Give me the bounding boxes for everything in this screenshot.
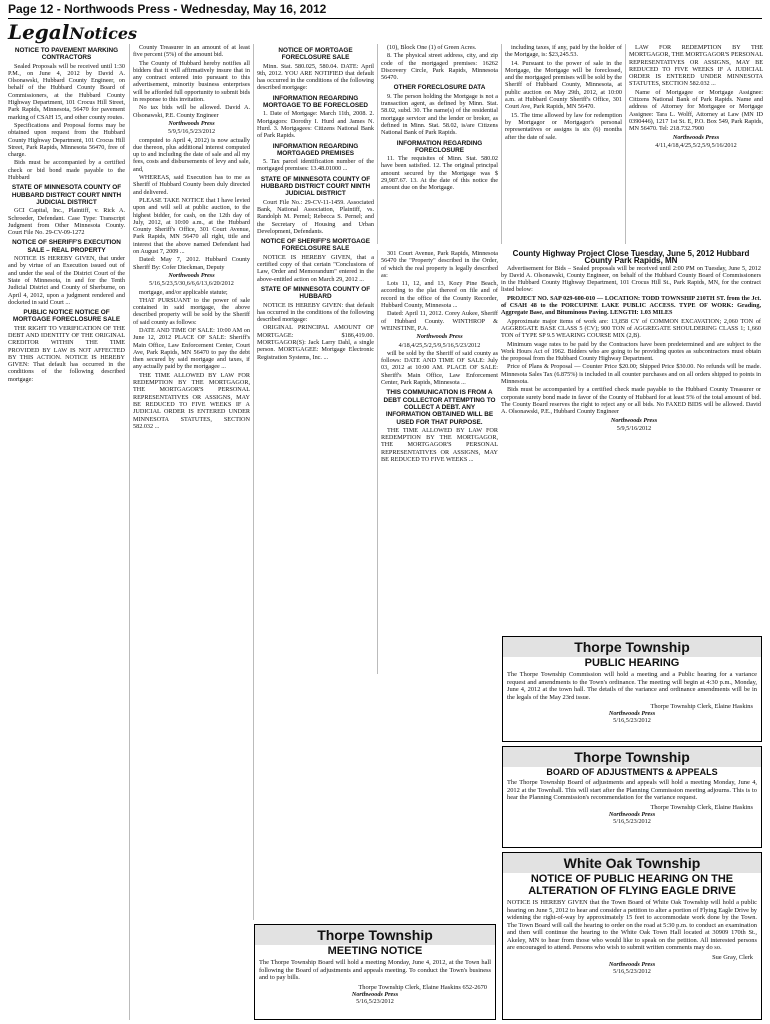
notice-paragraph: 9. The person holding the Mortgage is not a transaction agent, as defined by Minn. Stat. 58.02, subd. 30. The name(s) of the residential mortgage servicer and the lender or broker, as defined in Minn. Stat. 58.02, is/are Citizens National Bank of Park Rapids.	[381, 92, 498, 137]
notice-paragraph: 8. The physical street address, city, and zip code of the mortgaged premises: 16262 Discovery Circle, Park Rapids, Minnesota 56470.	[381, 52, 498, 82]
publication-credit: Northwoods Press	[610, 416, 658, 424]
publication-dates: 5/16,5/23/2012	[613, 967, 651, 975]
notice-paragraph: Bids must be accompanied by a certified check made payable to the Hubbard County Treasurer or corporate surety bond made in favor of the County of Hubbard for at least 5% of the total amount of bid. The County Board reserves the right to reject any or all bids. No FAXED BIDS will be allowed. David A. Olsonawski, P.E., Hubbard County Engineer	[501, 386, 761, 416]
publication-credit: Northwoods Press	[672, 133, 720, 141]
notice-box-meeting-notice	[254, 924, 496, 1020]
notice-paragraph: THE RIGHT TO VERIFICATION OF THE DEBT AND IDENTITY OF THE ORIGINAL CREDITOR WITHIN THE TIME PROVIDED BY LAW IS NOT AFFECTED BY THIS ACTION. NOTICE IS HEREBY GIVEN: That default has occurred in the conditions of the following described mortgage:	[8, 324, 125, 383]
publication-credit: Northwoods Press	[351, 990, 399, 998]
notice-paragraph: 14. Pursuant to the power of sale in the Mortgage, the Mortgage will be foreclosed, and the mortgaged premises will be sold by the Sheriff of Hubbard County, Minnesota, at public auction on May 29th, 2012, at 10:00 a.m. at Hubbard County Sheriff's Office, 301 Court Ave, Park Rapids, MN 56470.	[505, 59, 622, 111]
banner-notices: Notices	[69, 24, 138, 43]
notice-paragraph: Minimum wage rates to be paid by the Contractors have been predetermined and are subject to the Work Hours Act of 1962. Bidders who are going to be providing quotes as subcontractors must obtain the proposal from the Hubbard County Highway Department.	[501, 340, 761, 363]
box-body: The Thorpe Township Commission will hold a meeting and a Public hearing for a variance request and amendments to the Town's ordinance. The meeting will begin at 4:30 p.m., Monday, June 4, 2012 at the town hall. The details of the variance and ordinance amendments will be in the legals of the May 23rd issue.	[507, 671, 757, 701]
publication-dates: 5/9,5/16/2012	[616, 424, 652, 432]
notice-paragraph: THAT PURSUANT to the power of sale contained in said mortgage, the above described property will be sold by the Sheriff of said county as follows:	[133, 296, 250, 326]
box-body: The Thorpe Township Board of adjustments and appeals will hold a meeting Monday, June 4, 2012 at the Townhall. This will start after the Planning Commission meeting adjourns. This is to hear the Planning Commission's recommendation for the variance request.	[507, 779, 757, 801]
publication-dates: 5/9,5/16,5/23/2012	[167, 128, 216, 136]
notice-paragraph: Name of Mortgagee or Mortgage Assignee: Citizens National Bank of Park Rapids. Name and address of Attorney for Mortgagee or Mortgage Assignee: Tara L. Wolff, Attorney at Law (MN ID 0390446), 1217 1st St. E, P.O. Box 549, Park Rapids, MN 56470. Tel: 218.732.7900	[629, 88, 763, 133]
box-subtitle: NOTICE OF PUBLIC HEARING ON THE ALTERATION OF FLYING EAGLE DRIVE	[528, 873, 736, 897]
publication-dates: 5/16,5/23,5/30,6/6,6/13,6/20/2012	[149, 280, 234, 288]
column-2	[129, 44, 250, 1020]
notice-paragraph: (10), Block One (1) of Green Acres.	[387, 44, 477, 51]
column-6	[625, 44, 763, 244]
notice-paragraph: THE TIME ALLOWED BY LAW FOR REDEMPTION BY THE MORTGAGOR, THE MORTGAGOR'S PERSONAL REPRESENTATIVES OR ASSIGNS, MAY BE REDUCED TO FIVE WEEKS ...	[381, 426, 498, 464]
notice-paragraph: WHEREAS, said Execution has to me as Sheriff of Hubbard County been duly directed and delivered.	[133, 174, 250, 196]
box-title: Thorpe Township	[503, 637, 761, 657]
page-header	[8, 2, 762, 19]
notice-title: OTHER FORECLOSURE DATA	[393, 84, 486, 92]
publication-credit: Northwoods Press	[608, 710, 656, 717]
column-4-bottom	[377, 250, 498, 674]
notice-title: County Highway Project Close Tuesday, June 5, 2012 Hubbard County Park Rapids, MN	[512, 250, 750, 266]
notice-title: NOTICE OF SHERIFF'S MORTGAGE FORECLOSURE SALE	[260, 238, 371, 253]
notice-paragraph: mortgage, and/or applicable statute;	[139, 288, 228, 296]
notice-paragraph: DATE AND TIME OF SALE: 10:00 AM on June 12, 2012 PLACE OF SALE: Sheriff's Main Office, Law Enforcement Center, Court Ave, Park Rapids, MN 56470 to pay the debt then secured by said mortgage and taxes, if any actually paid by the mortgagee ...	[133, 326, 250, 371]
box-signature: Thorpe Township Clerk, Elaine Haskins	[650, 803, 753, 811]
banner-legal: Legal	[8, 20, 70, 44]
notice-paragraph: The County of Hubbard hereby notifies all bidders that it will affirmatively insure that in any contract entered into pursuant to this advertisement, minority business enterprises will be afforded full opportunity to submit bids in response to this invitation.	[133, 59, 250, 104]
box-signature: Sue Gray, Clerk	[712, 953, 753, 961]
notice-box-public-hearing	[502, 636, 762, 742]
publication-credit: Northwoods Press	[168, 271, 215, 279]
notice-title: INFORMATION REGARDING MORTGAGE TO BE FORECLOSED	[263, 94, 368, 110]
highway-project-notice	[501, 250, 761, 674]
column-1	[8, 44, 125, 1020]
publication-dates: 4/11,4/18,4/25,5/2,5/9,5/16/2012	[655, 141, 737, 149]
notice-title: THIS COMMUNICATION IS FROM A DEBT COLLECTOR ATTEMPTING TO COLLECT A DEBT. ANY INFORMATION OBTAINED WILL BE USED FOR THAT PURPOSE.	[383, 389, 496, 426]
notice-paragraph: Court File No.: 29-CV-11-1459. Associated Bank, National Association, Plaintiff, vs. Randolph M. Pernel; Rebecca S. Pernel; and the Secretary of Housing and Urban Development, Defendants.	[257, 198, 374, 235]
box-signature: Thorpe Township Clerk, Elaine Haskins 652-2670	[358, 983, 487, 991]
notice-paragraph: Lots 11, 12, and 13, Kozy Pine Beach, according to the plat thereof on file and of record in the office of the County Recorder, Hubbard County, Minnesota ...	[381, 280, 498, 310]
notice-title: STATE OF MINNESOTA COUNTY OF HUBBARD DISTRICT COURT NINTH JUDICIAL DISTRICT	[260, 175, 371, 198]
box-title: Thorpe Township	[503, 747, 761, 767]
column-3	[253, 44, 374, 920]
box-subtitle: PUBLIC HEARING	[584, 657, 680, 669]
notice-paragraph: Dated: April 11, 2012. Corey Aukee, Sheriff of Hubbard County. WINTHROP & WEINSTINE, P.A.	[381, 310, 498, 332]
notice-paragraph: Specifications and Proposal forms may be obtained upon request from the Hubbard County Highway Department, 101 Crocus Hill Street, Park Rapids, Minnesota 56470, free of charge.	[8, 121, 125, 159]
box-body: NOTICE IS HEREBY GIVEN that the Town Board of White Oak Township will hold a public hearing on June 5, 2012 to hear and consider a petition to alter a portion of Flying Eagle Drive by widening the right-of-way by approximately 15 feet to accommodate work done by the Town. The Town Board will call the hearing to order on the road at 5:30 p.m. to conduct an examination and then will continue the hearing to the White Oak Town Hall located at 30909 170th St., Akeley, MN to hear from those who would like to speak on the petition. All interested persons are encouraged to attend. Persons who wish to submit written comments may do so.	[507, 899, 757, 951]
box-subtitle: BOARD OF ADJUSTMENTS & APPEALS	[546, 767, 718, 777]
box-body: The Thorpe Township Board will hold a meeting Monday, June 4, 2012, at the Town hall following the Board of adjustments and appeals meeting. To conduct the Town's business and to pay bills.	[259, 959, 491, 981]
notice-paragraph: PROJECT NO. SAP 029-600-010 — LOCATION: TODD TOWNSHIP 210TH ST. from the Jct. of CSAH 48 to the PORCUPINE LAKE PUBLIC ACCESS. TYPE OF WORK: Grading, Aggregate Base, and Bituminous Paving. LENGTH: 1.03 MILES	[501, 294, 761, 317]
publication-credit: Northwoods Press	[416, 333, 463, 341]
notice-title: NOTICE TO PAVEMENT MARKING CONTRACTORS	[14, 47, 119, 62]
notice-title: STATE OF MINNESOTA COUNTY OF HUBBARD DISTRICT COURT NINTH JUDICIAL DISTRICT	[11, 184, 122, 206]
notice-paragraph: will be sold by the Sheriff of said county as follows: DATE AND TIME OF SALE: July 03, 2012 at 10:00 AM. PLACE OF SALE: Sheriff's Main Office, Law Enforcement Center, Park Rapids, Minnesota ...	[381, 349, 498, 387]
notice-paragraph: GCI Capital, Inc., Plaintiff, v. Rick A. Schroeder, Defendant. Case Type: Transcript Judgment from Other Minnesota County. Court File No. 29-CV-09-1272	[8, 207, 125, 237]
publication-credit: Northwoods Press	[168, 119, 215, 127]
notice-title: PUBLIC NOTICE NOTICE OF MORTGAGE FORECLOSURE SALE	[12, 309, 121, 324]
notice-paragraph: 11. The requisites of Minn. Stat. 580.02 have been satisfied. 12. The original principal amount secured by the Mortgage was $ 29,987.67. 13. At the date of this notice the amount due on the Mortgage.	[381, 155, 498, 192]
box-subtitle: MEETING NOTICE	[327, 945, 423, 957]
notice-paragraph: NOTICE IS HEREBY GIVEN: that default has occurred in the conditions of the following described mortgage:	[257, 301, 374, 324]
publication-credit: Northwoods Press	[608, 960, 656, 968]
notice-paragraph: Price of Plans & Proposal — Counter Price $20.00; Shipped Price $30.00. No refunds will be made. Minnesota Sales Tax (6.875%) is included in all counter purchases and on all orders shipped to points in Minnesota.	[501, 363, 761, 386]
box-title: Thorpe Township	[255, 925, 495, 945]
notice-paragraph: Minn. Stat. 580.025, 580.04. DATE: April 9th, 2012. YOU ARE NOTIFIED that default has occurred in the conditions of the following described mortgage:	[257, 62, 374, 92]
notice-paragraph: No tax bids will be allowed. David A. Olsonawski, P.E. County Engineer	[133, 104, 250, 119]
notice-paragraph: 5. Tax parcel identification number of the mortgaged premises: 13.48.01000 ...	[257, 158, 374, 173]
publication-credit: Northwoods Press	[608, 810, 656, 818]
publication-dates: 4/18,4/25,5/2,5/9,5/16,5/23/2012	[398, 341, 481, 349]
notice-paragraph: THE TIME ALLOWED BY LAW FOR REDEMPTION BY THE MORTGAGOR, THE MORTGAGOR'S PERSONAL REPRESENTATIVES OR ASSIGNS, MAY BE REDUCED TO FIVE WEEKS IF A JUDICIAL ORDER IS ENTERED UNDER MINNESOTA STATUTES, SECTION 582.032 ...	[133, 371, 250, 430]
notice-title: INFORMATION REGARDING FORECLOSURE	[396, 139, 483, 154]
notice-paragraph: NOTICE IS HEREBY GIVEN, that a certified copy of that certain "Conclusions of Law, Order and Memorandum" entered in the above-entitled action on March 29, 2012 ...	[257, 253, 374, 283]
box-signature: Thorpe Township Clerk, Elaine Haskins	[650, 703, 753, 710]
notice-title: STATE OF MINNESOTA COUNTY OF HUBBARD	[260, 285, 371, 301]
notice-box-board-of-adjustments	[502, 746, 762, 848]
notice-paragraph: PLEASE TAKE NOTICE that I have levied upon and will sell at public auction, to the highest bidder, for cash, on the 12th day of July, 2012, at 10:00 a.m., at the Hubbard County Sheriff's Office, 301 Court Avenue, Park Rapids, MN 56470 all right, title and interest that the above named Defendant had on August 7, 2009 ...	[133, 196, 250, 256]
notice-paragraph: 301 Court Avenue, Park Rapids, Minnesota 56470 the "Property" described in the Order, of which the real property is legally described as:	[381, 250, 498, 279]
notice-title: INFORMATION REGARDING MORTGAGED PREMISES	[272, 142, 359, 157]
column-5	[501, 44, 622, 244]
notice-paragraph: LAW FOR REDEMPTION BY THE MORTGAGOR, THE MORTGAGOR'S PERSONAL REPRESENTATIVES OR ASSIGNS, MAY BE REDUCED TO FIVE WEEKS IF A JUDICIAL ORDER IS ENTERED UNDER MINNESOTA STATUTES, SECTION 582.032 ...	[629, 44, 763, 88]
notice-paragraph: Bids must be accompanied by a certified check or bid bond made payable to the Hubbard	[8, 159, 125, 182]
notice-paragraph: Approximate major items of work are: 13,858 CY of COMMON EXCAVATION; 2,060 TON of AGGREGATE BASE CLASS 5 (CV); 900 TON of AGGREGATE SHOULDERING CLASS 1; 1,660 TON of TYPE SP 9.5 WEARING COURSE MIX (2,B).	[501, 317, 761, 340]
notice-paragraph: County Treasurer in an amount of at least five percent (5%) of the amount bid.	[133, 44, 250, 59]
section-banner	[8, 20, 137, 42]
notice-paragraph: Dated: May 7, 2012. Hubbard County Sheriff By: Cofer Dieckman, Deputy	[133, 256, 250, 271]
notice-paragraph: Advertisement for Bids – Sealed proposals will be received until 2:00 PM on Tuesday, June 5, 2012 by David A. Olsonawski, County Engineer, on behalf of the Hubbard County Board of Commissioners in the Hubbard County Highway Department, 101 Crocus Hill St., Park Rapids, MN, for the contract listed below:	[501, 264, 761, 294]
column-4-top	[377, 44, 498, 244]
notice-paragraph: ORIGINAL PRINCIPAL AMOUNT OF MORTGAGE: $186,419.00. MORTGAGOR(S): Jack Larry Dahl, a single person. MORTGAGEE: Mortgage Electronic Registration Systems, Inc. ...	[257, 324, 374, 361]
notice-title: NOTICE OF SHERIFF'S EXECUTION SALE – REAL PROPERTY	[12, 239, 121, 254]
box-title: White Oak Township	[503, 853, 761, 873]
notice-box-white-oak	[502, 852, 762, 1020]
page-header-line: Page 12 - Northwoods Press - Wednesday, May 16, 2012	[8, 2, 327, 16]
publication-dates: 5/16,5/23/2012	[613, 717, 651, 724]
notice-paragraph: including taxes, if any, paid by the holder of the Mortgage, is: $23,245.53.	[505, 44, 622, 59]
notice-paragraph: 15. The time allowed by law for redemption by Mortgagor or Mortgagor's personal representatives or assigns is six (6) months after the date of sale.	[505, 111, 622, 141]
notice-paragraph: 1. Date of Mortgage: March 11th, 2008. 2. Mortgagors: Dorothy I. Hurd and James N. Hurd. 3. Mortgagees: Citizens National Bank of Park Rapids.	[257, 110, 374, 140]
publication-dates: 5/16,5/23/2012	[356, 997, 394, 1005]
notice-paragraph: Sealed Proposals will be received until 1:30 P.M., on June 4, 2012 by David A. Olsonawski, Hubbard County Engineer, on behalf of the Hubbard County Board of Commissioners, at the Hubbard County Highway Department, 101 Crocus Hill Street, Park Rapids, Minnesota, 56470 for pavement marking of CSAH 15, and other county routes.	[8, 62, 125, 121]
notice-paragraph: computed to April 4, 2012) is now actually due thereon, plus additional interest computed up to and including the date of sale and all my fees, costs and disbursements of levy and sale, and,	[133, 136, 250, 173]
publication-dates: 5/16,5/23/2012	[613, 817, 651, 825]
notice-paragraph: NOTICE IS HEREBY GIVEN, that under and by virtue of an Execution issued out of and under the seal of the District Court of the State of Minnesota, in and for the Tenth Judicial District and County of Sherburne, on April 4, 2012, upon a judgment rendered and docketed in said Court ...	[8, 255, 125, 306]
notice-title: NOTICE OF MORTGAGE FORECLOSURE SALE	[278, 47, 353, 62]
